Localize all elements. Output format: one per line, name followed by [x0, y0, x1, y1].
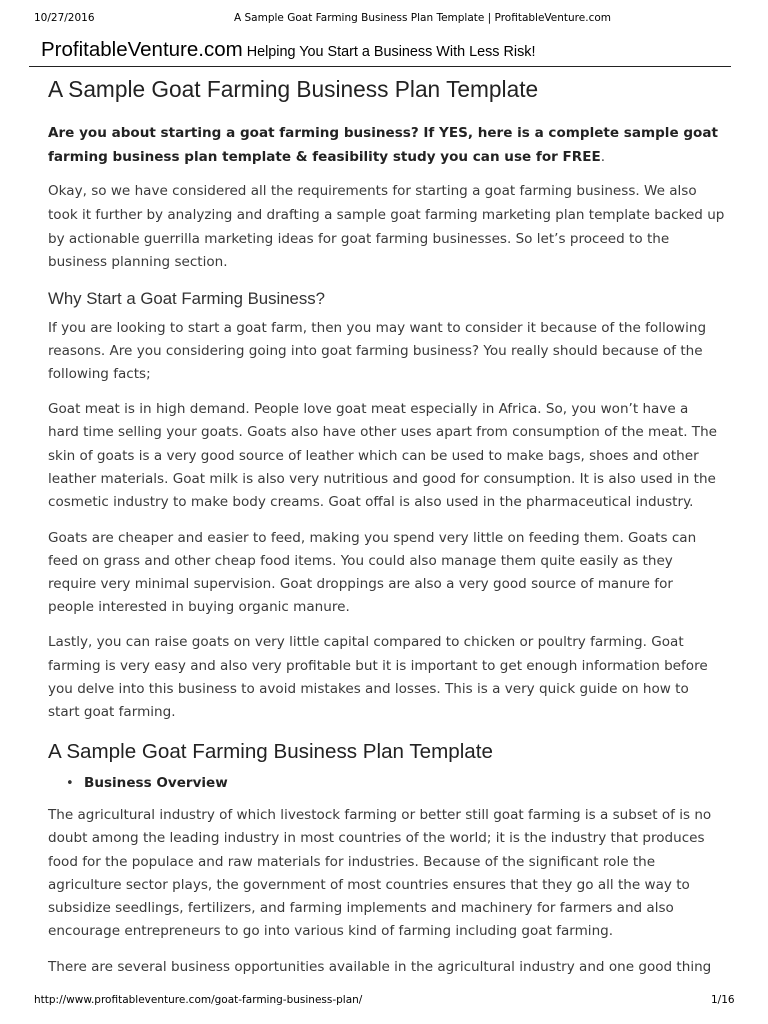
paragraph-line: There are several business opportunities available in the agricultural industry and one good thing [48, 959, 712, 975]
header-divider [29, 66, 731, 67]
bullet-business-overview: Business Overview [84, 775, 228, 791]
print-page-title: A Sample Goat Farming Business Plan Template | ProfitableVenture.com [234, 12, 611, 24]
paragraph-line: Okay, so we have considered all the requirements for starting a goat farming business. We also [48, 183, 697, 199]
paragraph-line: Goats are cheaper and easier to feed, making you spend very little on feeding them. Goats can [48, 530, 697, 546]
section-heading-why: Why Start a Goat Farming Business? [48, 289, 325, 308]
intro-line: Are you about starting a goat farming business? If YES, here is a complete sample goat [48, 125, 718, 141]
paragraph-line: business planning section. [48, 254, 228, 270]
intro-line: farming business plan template & feasibility study you can use for FREE. [48, 149, 606, 165]
site-name-link[interactable]: ProfitableVenture.com [41, 38, 243, 61]
paragraph-line: skin of goats is a very good source of leather which can be used to make bags, shoes and other [48, 448, 699, 464]
paragraph-line: If you are looking to start a goat farm, then you may want to consider it because of the following [48, 320, 707, 336]
paragraph-line: leather materials. Goat milk is also very nutritious and good for consumption. It is also used in the [48, 471, 716, 487]
paragraph-line: encourage entrepreneurs to go into various kind of farming including goat farming. [48, 923, 614, 939]
paragraph-line: food for the populace and raw materials for industries. Because of the significant role the [48, 854, 656, 870]
paragraph-line: following facts; [48, 366, 151, 382]
paragraph-line: Lastly, you can raise goats on very little capital compared to chicken or poultry farming. Goat [48, 634, 684, 650]
paragraph-line: doubt among the leading industry in most countries of the world; it is the industry that produces [48, 830, 705, 846]
paragraph-line: agriculture sector plays, the government of most countries ensures that they go all the way to [48, 877, 690, 893]
site-tagline: Helping You Start a Business With Less Risk! [246, 44, 536, 60]
paragraph-line: took it further by analyzing and drafting a sample goat farming marketing plan template backed up [48, 207, 725, 223]
paragraph-line: people interested in buying organic manure. [48, 599, 350, 615]
paragraph-line: feed on grass and other cheap food items. You could also manage them quite easily as they [48, 553, 673, 569]
paragraph-line: you delve into this business to avoid mistakes and losses. This is a very quick guide on how to [48, 681, 689, 697]
site-brand [41, 38, 535, 62]
paragraph-line: by actionable guerrilla marketing ideas for goat farming businesses. So let’s proceed to the [48, 231, 670, 247]
paragraph-line: subsidize seedlings, fertilizers, and farming implements and machinery for farmers and also [48, 900, 674, 916]
paragraph-line: require very minimal supervision. Goat droppings are also a very good source of manure for [48, 576, 673, 592]
paragraph-line: cosmetic industry to make body creams. Goat offal is also used in the pharmaceutical industry. [48, 494, 694, 510]
paragraph-line: Goat meat is in high demand. People love goat meat especially in Africa. So, you won’t have a [48, 401, 689, 417]
print-date: 10/27/2016 [34, 12, 95, 24]
paragraph-line: The agricultural industry of which livestock farming or better still goat farming is a subset of is no [48, 807, 712, 823]
print-page-number: 1/16 [711, 994, 735, 1006]
paragraph-line: hard time selling your goats. Goats also have other uses apart from consumption of the meat. The [48, 424, 718, 440]
paragraph-line: farming is very easy and also very profitable but it is important to get enough information before [48, 658, 708, 674]
bullet-marker: • [66, 776, 74, 791]
section-heading-template: A Sample Goat Farming Business Plan Template [48, 740, 493, 763]
paragraph-line: start goat farming. [48, 704, 176, 720]
article-title: A Sample Goat Farming Business Plan Template [48, 76, 539, 102]
paragraph-line: reasons. Are you considering going into goat farming business? You really should because of the [48, 343, 703, 359]
print-url: http://www.profitableventure.com/goat-farming-business-plan/ [34, 994, 363, 1006]
